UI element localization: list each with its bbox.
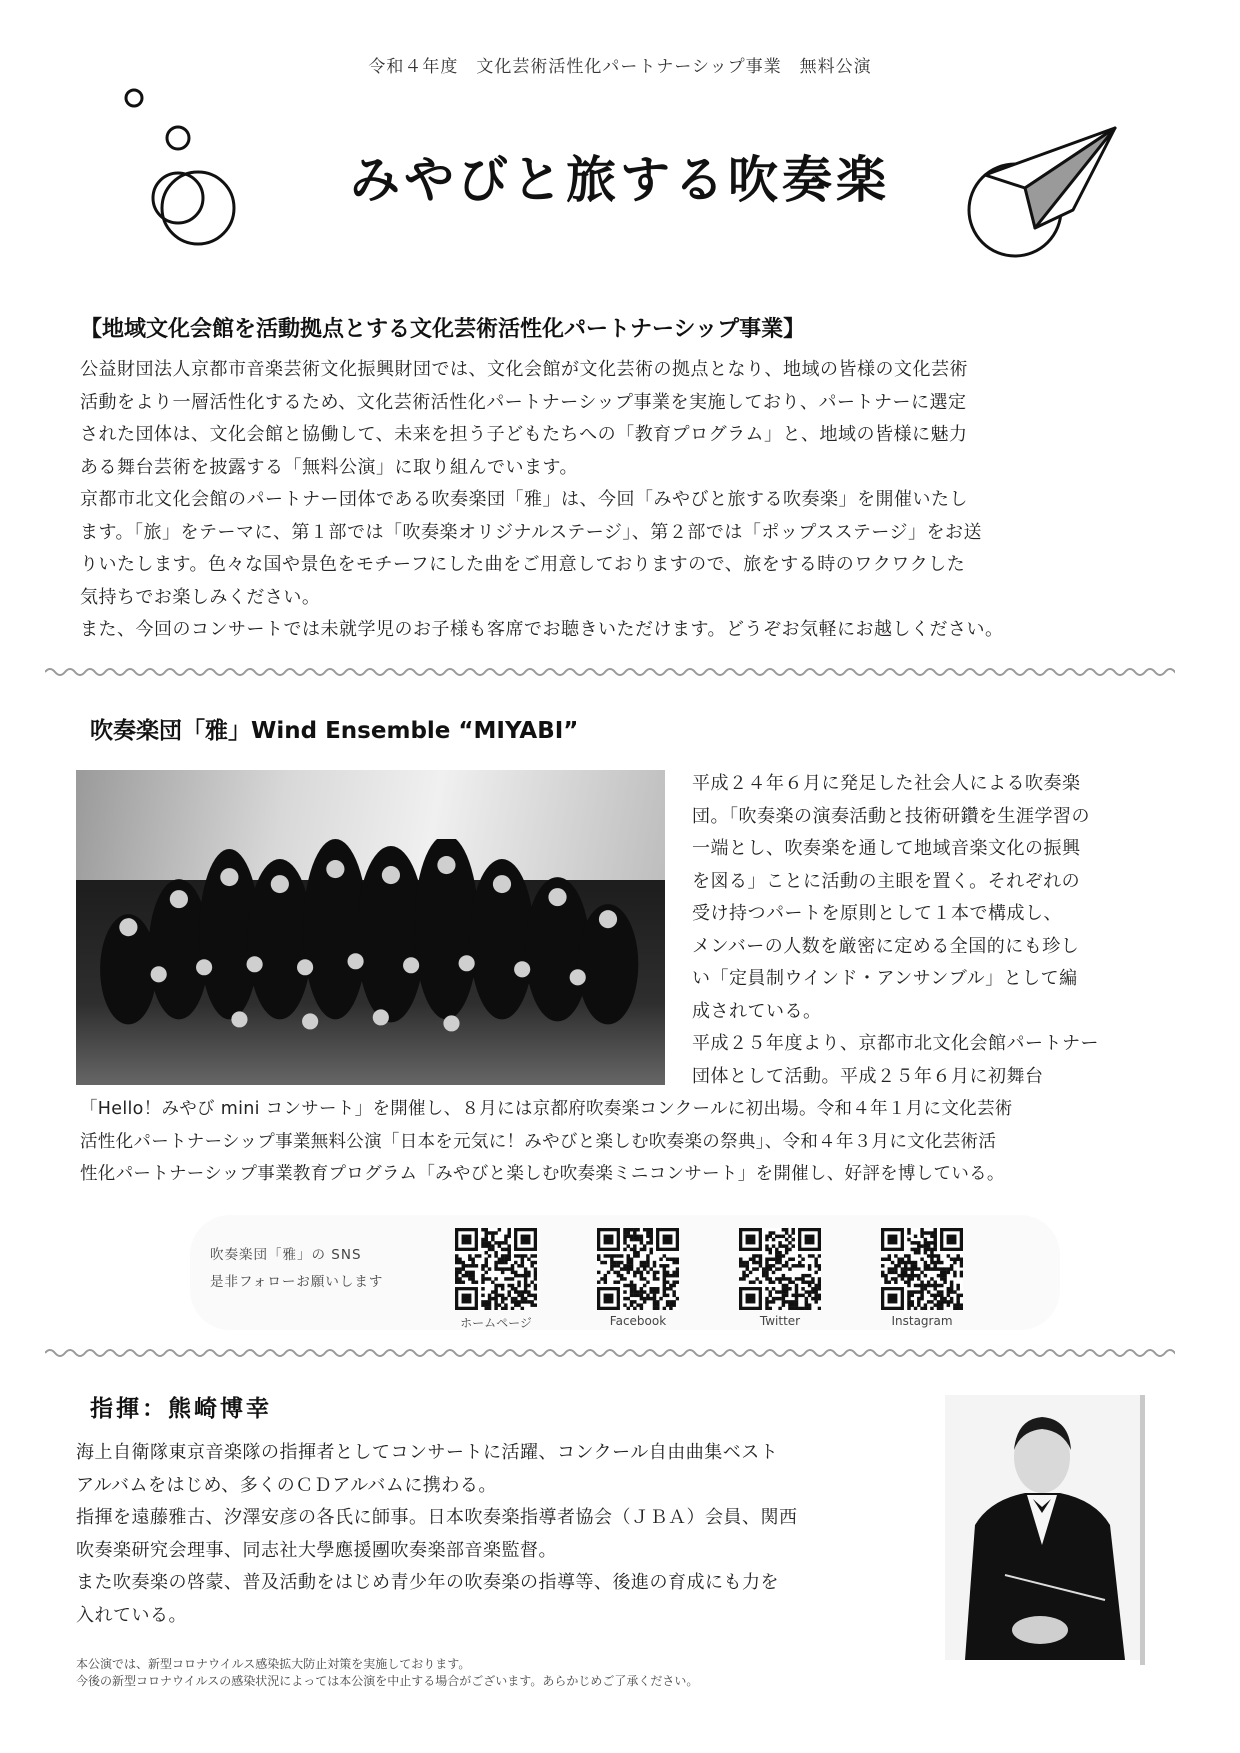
band-heading: 吹奏楽団「雅」Wind Ensemble “MIYABI” xyxy=(90,718,579,744)
conductor-line: アルバムをはじめ、多くのＣＤアルバムに携わる。 xyxy=(76,1474,497,1496)
intro-line: ある舞台芸術を披露する「無料公演」に取り組んでいます。 xyxy=(80,456,579,478)
wavy-divider xyxy=(45,664,1175,680)
portrait-side-bar xyxy=(1140,1395,1145,1665)
wavy-divider xyxy=(45,1345,1175,1361)
concert-title: みやびと旅する吹奏楽 xyxy=(350,151,890,209)
conductor-line: また吹奏楽の啓蒙、普及活動をはじめ青少年の吹奏楽の指導等、後進の育成にも力を xyxy=(76,1572,779,1593)
intro-heading: 【地域文化会館を活動拠点とする文化芸術活性化パートナーシップ事業】 xyxy=(80,317,806,342)
band-line: メンバーの人数を厳密に定める全国的にも珍し xyxy=(692,935,1080,957)
instagram-qr-code[interactable] xyxy=(881,1228,963,1310)
band-line: 「Hello！みやび mini コンサート」を開催し、８月には京都府吹奏楽コンクールに初出場。令和４年１月に文化芸術 xyxy=(80,1099,1013,1119)
band-line: 成されている。 xyxy=(692,1000,822,1022)
sns-caption xyxy=(210,1242,383,1296)
conductor-line: 海上自衛隊東京音楽隊の指揮者としてコンサートに活躍、コンクール自由曲集ベスト xyxy=(76,1442,779,1463)
band-line: 団体として活動。平成２５年６月に初舞台 xyxy=(692,1065,1044,1087)
band-line: 受け持つパートを原則として１本で構成し、 xyxy=(692,903,1062,924)
twitter-link-label[interactable]: Twitter xyxy=(759,1314,801,1328)
intro-line: 活動をより一層活性化するため、文化芸術活性化パートナーシップ事業を実施しており、パートナーに選定 xyxy=(80,391,967,413)
band-line: を図る」ことに活動の主眼を置く。それぞれの xyxy=(692,870,1081,892)
homepage-qr-code[interactable] xyxy=(455,1228,537,1310)
band-group-photo xyxy=(76,770,665,1085)
band-side-text xyxy=(692,768,1162,1093)
sns-line: 是非フォローお願いします xyxy=(210,1274,384,1290)
conductor-line: 指揮を遠藤雅古、汐澤安彦の各氏に師事。日本吹奏楽指導者協会（ＪＢＡ）会員、関西 xyxy=(76,1507,798,1528)
band-full-text xyxy=(80,1093,1180,1191)
facebook-qr-code[interactable] xyxy=(597,1228,679,1310)
intro-body xyxy=(80,354,1170,647)
conductor-line: 吹奏楽研究会理事、同志社大學應援團吹奏楽部音楽監督。 xyxy=(76,1539,557,1561)
homepage-link-label[interactable]: ホームページ xyxy=(460,1316,532,1330)
twitter-qr-code[interactable] xyxy=(739,1228,821,1310)
instagram-link-label[interactable]: Instagram xyxy=(891,1314,953,1328)
paper-plane-icon xyxy=(965,120,1120,270)
intro-line: ます。「旅」をテーマに、第１部では「吹奏楽オリジナルステージ」、第２部では「ポップスステージ」をお送 xyxy=(80,521,982,543)
band-line: 一端とし、吹奏楽を通して地域音楽文化の振興 xyxy=(692,838,1081,859)
intro-line: 公益財団法人京都市音楽芸術文化振興財団では、文化会館が文化芸術の拠点となり、地域の皆様の文化芸術 xyxy=(80,359,968,380)
footer-notice xyxy=(76,1656,698,1690)
intro-line: 気持ちでお楽しみください。 xyxy=(80,586,321,608)
band-line: い「定員制ウインド・アンサンブル」として編 xyxy=(692,968,1078,989)
footer-line: 本公演では、新型コロナウイルス感染拡大防止対策を実施しております。 xyxy=(76,1657,471,1671)
band-line: 平成２５年度より、京都市北文化会館パートナー xyxy=(692,1033,1099,1054)
intro-line: また、今回のコンサートでは未就学児のお子様も客席でお聴きいただけます。どうぞお気軽にお越しください。 xyxy=(80,619,1004,640)
facebook-link-label[interactable]: Facebook xyxy=(609,1314,667,1328)
event-kicker: 令和４年度 文化芸術活性化パートナーシップ事業 無料公演 xyxy=(368,57,872,77)
sns-line: 吹奏楽団「雅」の SNS xyxy=(210,1247,362,1263)
intro-line: りいたします。色々な国や景色をモチーフにした曲をご用意しておりますので、旅をする時のワクワクした xyxy=(80,554,966,575)
band-line: 性化パートナーシップ事業教育プログラム「みやびと楽しむ吹奏楽ミニコンサート」を開催し、好評を博している。 xyxy=(80,1164,1005,1184)
conductor-portrait xyxy=(945,1395,1140,1660)
conductor-line: 入れている。 xyxy=(76,1604,187,1626)
intro-line: 京都市北文化会館のパートナー団体である吹奏楽団「雅」は、今回「みやびと旅する吹奏楽」を開催いたし xyxy=(80,489,968,510)
band-line: 団。「吹奏楽の演奏活動と技術研鑽を生涯学習の xyxy=(692,805,1090,827)
intro-line: された団体は、文化会館と協働して、未来を担う子どもたちへの「教育プログラム」と、地域の皆様に魅力 xyxy=(80,424,968,445)
conductor-heading: 指揮：熊崎博幸 xyxy=(90,1396,272,1422)
conductor-bio xyxy=(76,1437,926,1632)
footer-line: 今後の新型コロナウイルスの感染状況によっては本公演を中止する場合がございます。あらかじめご了承ください。 xyxy=(76,1674,699,1688)
band-line: 活性化パートナーシップ事業無料公演「日本を元気に！みやびと楽しむ吹奏楽の祭典」、令和４年３月に文化芸術活 xyxy=(80,1131,997,1152)
band-line: 平成２４年６月に発足した社会人による吹奏楽 xyxy=(692,773,1081,794)
